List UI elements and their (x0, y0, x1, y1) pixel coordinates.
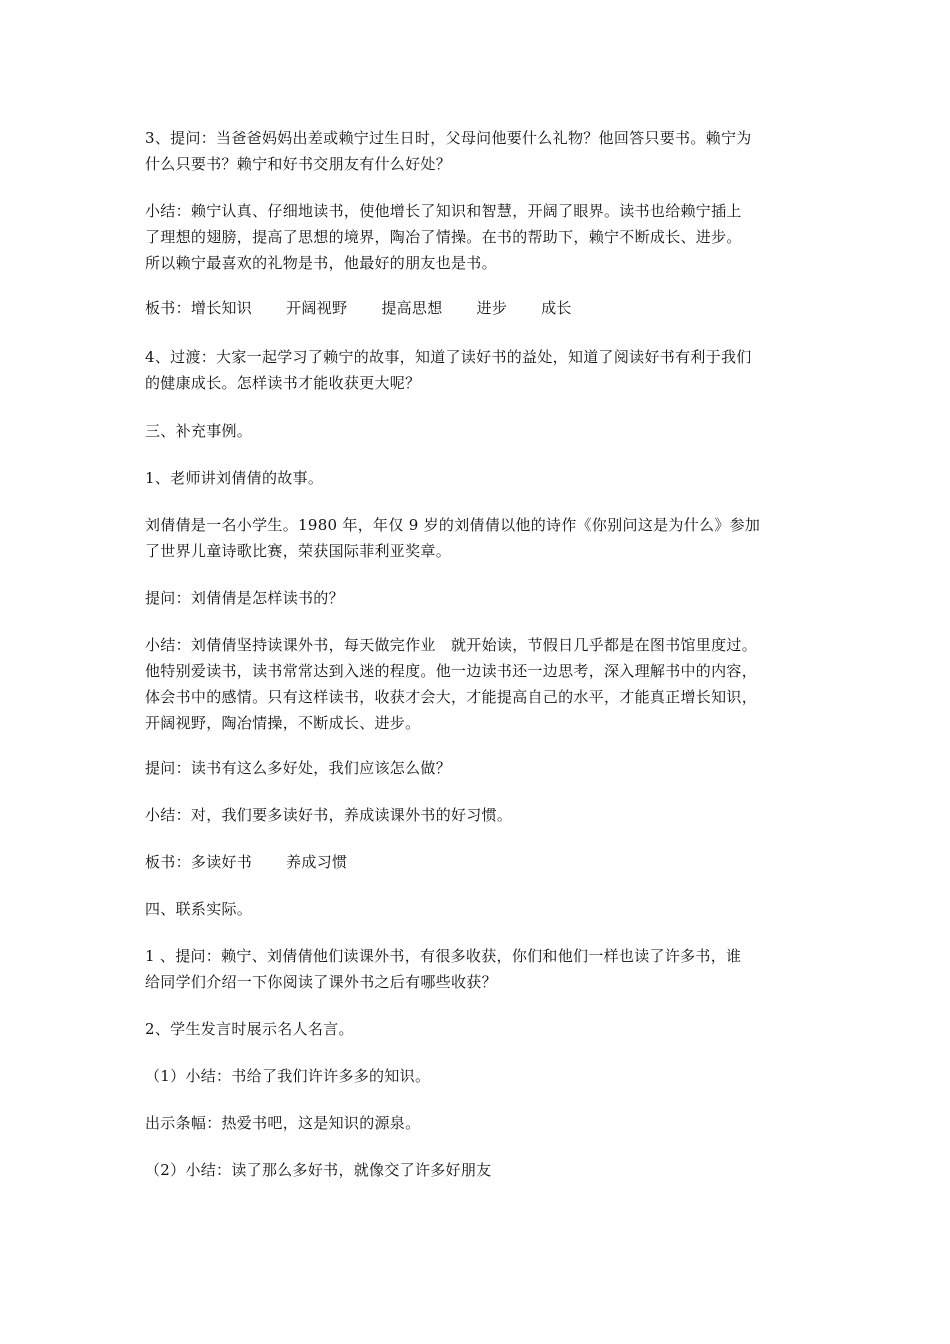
text-line: 他特别爱读书，读书常常达到入迷的程度。他一边读书还一边思考，深入理解书中的内容， (145, 662, 758, 680)
text-line: 所以赖宁最喜欢的礼物是书，他最好的朋友也是书。 (145, 254, 497, 272)
text-line: 给同学们介绍一下你阅读了课外书之后有哪些收获？ (145, 973, 497, 991)
board-label: 板书：增长知识 (145, 299, 253, 317)
blackboard-notes-1 (145, 295, 810, 321)
paragraph-teacher-story (145, 465, 810, 491)
blackboard-notes-2 (145, 849, 810, 875)
text-line: 1 、提问：赖宁、刘倩倩他们读课外书，有很多收获，你们和他们一样也读了许多书，谁 (145, 947, 742, 965)
text-line: 2、学生发言时展示名人名言。 (145, 1020, 354, 1038)
text-line: 小结：赖宁认真、仔细地读书，使他增长了知识和智慧，开阔了眼界。读书也给赖宁插上 (145, 202, 742, 220)
paragraph-transition-4 (145, 344, 810, 396)
paragraph-banner (145, 1110, 810, 1136)
text-line: 刘倩倩是一名小学生。1980 年，年仅 9 岁的刘倩倩以他的诗作《你别问这是为什么》参加 (145, 516, 761, 534)
paragraph-question-3 (145, 125, 810, 177)
paragraph-question-1 (145, 943, 810, 995)
text-line: 小结：对，我们要多读好书，养成读课外书的好习惯。 (145, 806, 513, 824)
paragraph-summary-liuqianqian (145, 632, 810, 736)
text-line: 1、老师讲刘倩倩的故事。 (145, 469, 324, 487)
section-heading-3 (145, 418, 810, 444)
paragraph-summary-2 (145, 1157, 810, 1183)
text-line: （2）小结：读了那么多好书，就像交了许多好朋友 (145, 1161, 492, 1179)
text-line: （1）小结：书给了我们许许多多的知识。 (145, 1067, 431, 1085)
text-line: 什么只要书？赖宁和好书交朋友有什么好处？ (145, 155, 452, 173)
text-line: 了世界儿童诗歌比赛，荣获国际菲利亚奖章。 (145, 542, 452, 560)
text-line: 3、提问：当爸爸妈妈出差或赖宁过生日时，父母问他要什么礼物？他回答只要书。赖宁为 (145, 129, 752, 147)
text-line: 开阔视野，陶冶情操，不断成长、进步。 (145, 714, 421, 732)
paragraph-liuqianqian-intro (145, 512, 810, 564)
board-item: 成长 (541, 299, 572, 317)
board-item: 开阔视野 (286, 299, 348, 317)
board-item: 养成习惯 (286, 853, 348, 871)
section-heading-4 (145, 896, 810, 922)
text-line: 四、联系实际。 (145, 900, 253, 918)
text-line: 提问：读书有这么多好处，我们应该怎么做？ (145, 759, 452, 777)
text-line: 了理想的翅膀，提高了思想的境界，陶冶了情操。在书的帮助下，赖宁不断成长、进步。 (145, 228, 742, 246)
text-line: 体会书中的感情。只有这样读书，收获才会大，才能提高自己的水平，才能真正增长知识， (145, 688, 758, 706)
board-item: 进步 (476, 299, 508, 317)
text-line: 的健康成长。怎样读书才能收获更大呢？ (145, 374, 421, 392)
paragraph-question-how-read (145, 585, 810, 611)
paragraph-summary-habit (145, 802, 810, 828)
text-line: 三、补充事例。 (145, 422, 253, 440)
text-line: 提问：刘倩倩是怎样读书的？ (145, 589, 344, 607)
text-line: 出示条幅：热爱书吧，这是知识的源泉。 (145, 1114, 421, 1132)
board-label: 板书：多读好书 (145, 853, 253, 871)
paragraph-summary-laining (145, 198, 810, 276)
text-line: 小结：刘倩倩坚持读课外书，每天做完作业 就开始读，节假日几乎都是在图书馆里度过。 (145, 636, 758, 654)
text-line: 4、过渡：大家一起学习了赖宁的故事，知道了读好书的益处，知道了阅读好书有利于我们 (145, 348, 752, 366)
paragraph-summary-1 (145, 1063, 810, 1089)
board-item: 提高思想 (381, 299, 443, 317)
paragraph-quotes (145, 1016, 810, 1042)
paragraph-question-what-do (145, 755, 810, 781)
